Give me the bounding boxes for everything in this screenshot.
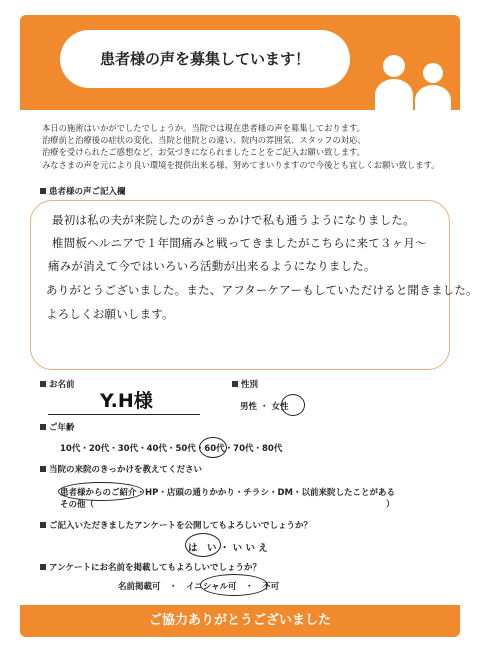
intro-line: 本日の施術はいかがでしたでしょうか。当院では現在患者様の声を募集しております。	[42, 123, 365, 133]
square-bullet-icon	[40, 188, 46, 194]
name-underline	[48, 414, 200, 415]
trigger-option[interactable]: 店頭の通りかかり	[166, 488, 235, 498]
gender-option-female[interactable]: 女性	[271, 402, 289, 412]
handwritten-line: ありがとうございました。また、アフターケアーもしていただけると聞きました。	[46, 283, 478, 297]
age-option[interactable]: 10代	[60, 444, 81, 454]
square-bullet-icon	[40, 381, 46, 387]
name-label-text: お名前	[49, 380, 75, 390]
publish-options: は い ・ い い え	[188, 543, 268, 554]
selection-circle	[281, 394, 305, 416]
trigger-label-text: 当院の来院のきっかけを教えてください	[49, 465, 203, 475]
square-bullet-icon	[40, 466, 46, 472]
age-option[interactable]: 80代	[262, 444, 283, 454]
trigger-section-label	[40, 463, 202, 475]
intro-line: 治療前と治療後の症状の変化、当院と他院との違い、院内の雰囲気、スタッフの対応、	[42, 135, 366, 146]
name-publish-option[interactable]: イニシャル可	[186, 582, 237, 592]
name-publish-options: 名前掲載可 ・ イニシャル可 ・ 不可	[118, 582, 280, 592]
gender-label-text: 性別	[241, 380, 259, 390]
intro-line: 治療を受けられたご感想など、お気づきになられましたことをご記入お願い致します。	[42, 147, 365, 158]
publish-option-yes[interactable]: は い	[188, 543, 217, 554]
trigger-other-close: ）	[386, 500, 395, 510]
age-label-text: ご年齢	[49, 423, 75, 433]
publish-label-text: ご記入いただきましたアンケートを公開してもよろしいでしょうか？	[49, 521, 312, 531]
trigger-option[interactable]: HP	[145, 488, 159, 498]
name-publish-section-label	[40, 561, 261, 573]
publish-section-label	[40, 519, 312, 531]
gender-section-label	[232, 378, 258, 390]
name-section-label	[40, 378, 75, 390]
handwritten-line: 痛みが消えて今ではいろいろ活動が出来るようになりました。	[48, 259, 376, 273]
comment-section-label	[40, 185, 126, 197]
age-option[interactable]: 20代	[88, 444, 110, 454]
gender-option-male[interactable]: 男性	[240, 402, 258, 412]
publish-option-no[interactable]: い い え	[232, 543, 268, 554]
trigger-options: 患者様からのご紹介・HP・店頭の通りかかり・チラシ・DM・以前来院したことがある	[60, 488, 395, 498]
age-option[interactable]: 70代	[233, 444, 254, 454]
person-icon	[415, 63, 455, 110]
person-icon	[375, 55, 415, 110]
square-bullet-icon	[40, 522, 46, 528]
name-publish-option[interactable]: 不可	[262, 582, 280, 592]
square-bullet-icon	[40, 564, 46, 570]
name-value: Y.H様	[100, 390, 153, 412]
trigger-option[interactable]: 以前来院したことがある	[301, 488, 395, 498]
handwritten-line: 椎間板ヘルニアで１年間痛みと戦ってきましたがこちらに来て３ヶ月〜	[52, 236, 427, 250]
trigger-option[interactable]: DM	[277, 488, 293, 498]
age-options: 10代・20代・30代・40代・50代・60代・70代・80代	[60, 444, 283, 454]
trigger-option[interactable]: 患者様からのご紹介	[60, 488, 137, 498]
name-publish-option[interactable]: 名前掲載可	[118, 582, 161, 592]
age-option[interactable]: 30代	[117, 444, 139, 454]
age-option[interactable]: 50代	[175, 444, 196, 454]
footer-text: ご協力ありがとうございました	[148, 613, 331, 628]
selection-circle	[185, 533, 221, 557]
age-section-label	[40, 421, 75, 433]
age-option[interactable]: 60代	[204, 444, 225, 454]
name-publish-label-text: アンケートにお名前を掲載してもよろしいでしょうか？	[49, 563, 261, 573]
age-option[interactable]: 40代	[146, 444, 167, 454]
square-bullet-icon	[232, 381, 238, 387]
selection-circle	[200, 574, 268, 596]
handwritten-line: 最初は私の夫が来院したのがきっかけで私も通うようになりました。	[52, 213, 415, 227]
selection-circle	[199, 437, 227, 458]
page-title: 患者様の声を募集しています！	[99, 50, 310, 68]
square-bullet-icon	[40, 424, 46, 430]
separator: ・	[259, 402, 269, 412]
comment-label-text: 患者様の声ご記入欄	[49, 187, 126, 197]
trigger-other-label: その他（	[60, 500, 95, 510]
trigger-option[interactable]: チラシ	[243, 488, 269, 498]
intro-text	[42, 122, 462, 171]
intro-line: みなさまの声を元により良い環境を提供出来る様、努めてまいりますので今後とも宜しくお願い致します。	[42, 159, 440, 170]
handwritten-line: よろしくお願いします。	[46, 307, 174, 321]
